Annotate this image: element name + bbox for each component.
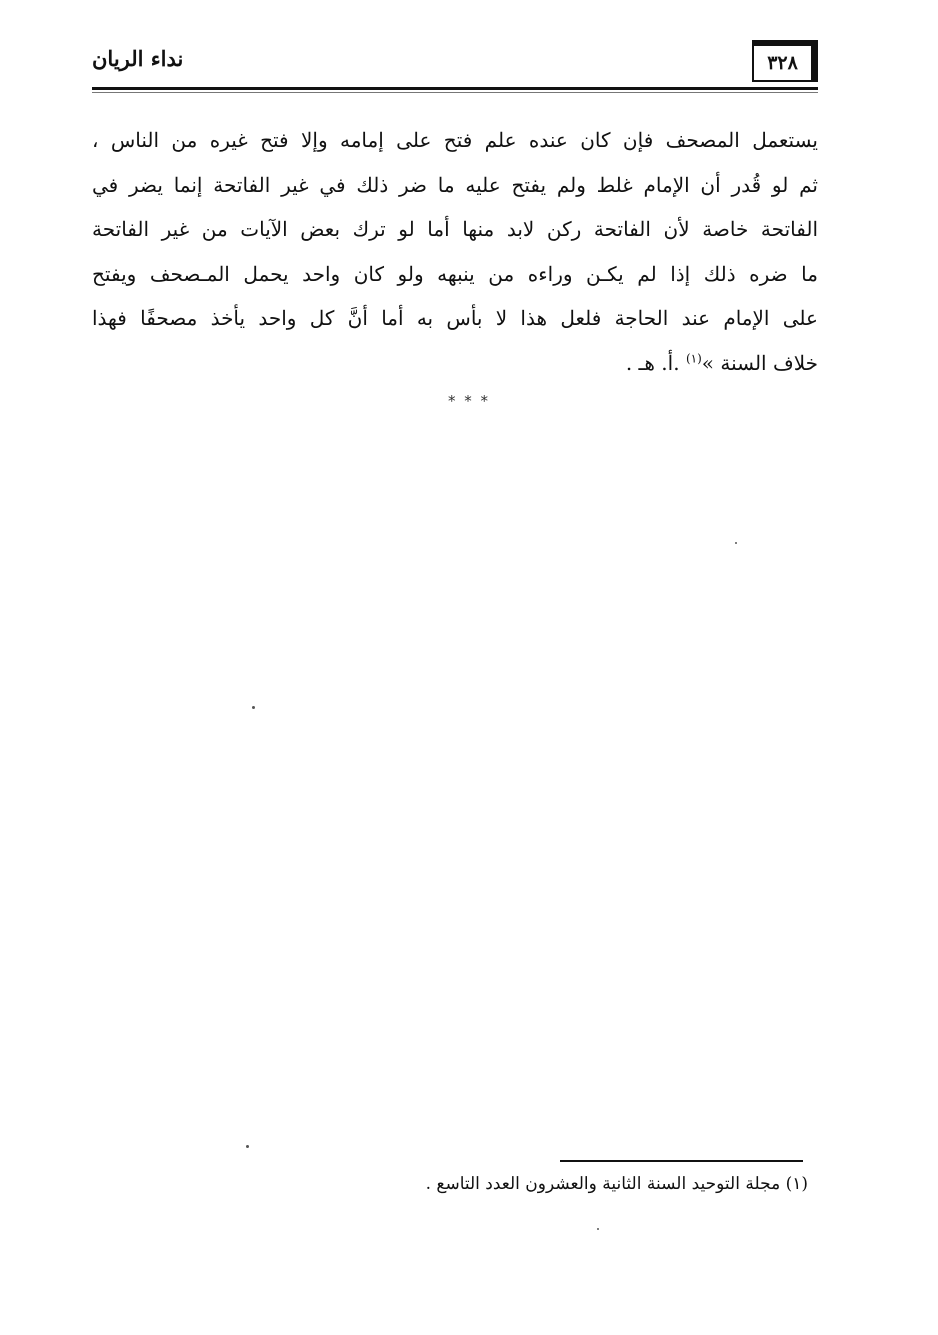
scan-speck (735, 542, 737, 544)
scan-speck (597, 1228, 599, 1230)
footnote: (١) مجلة التوحيد السنة الثانية والعشرون العدد التاسع . (425, 1174, 808, 1194)
body-line: ما ضره ذلك إذا لم يكـن وراءه من ينبهه ولو كان واحد يحمل المـصحف ويفتح (92, 261, 818, 286)
page-number: ٣٢٨ (752, 40, 818, 82)
body-line: ثم لو قُدر أن الإمام غلط ولم يفتح عليه ما ضر ذلك في غير الفاتحة إنما يضر في (92, 172, 818, 197)
body-line: الفاتحة خاصة لأن الفاتحة ركن لابد منها أما لو ترك بعض الآيات من غير الفاتحة (92, 217, 818, 241)
scan-speck (246, 1145, 249, 1148)
body-line: على الإمام عند الحاجة فلعل هذا لا بأس به أما أنَّ كل واحد يأخذ مصحفًا فهذا (92, 306, 818, 330)
last-line-text: خلاف السنة » (701, 350, 818, 375)
header-rule-thin (92, 92, 818, 93)
body-text (92, 118, 818, 385)
body-line: يستعمل المصحف فإن كان عنده علم فتح على إمامه وإلا فتح غيره من الناس ، (92, 128, 818, 152)
section-separator: * * * (447, 392, 491, 410)
last-line-end: .أ. هـ . (625, 350, 686, 375)
header-rule (92, 87, 818, 90)
body-line-last (92, 341, 818, 386)
footnote-rule (560, 1160, 803, 1162)
footnote-reference: (١) (685, 350, 702, 365)
running-title: نداء الريان (92, 46, 184, 71)
scan-speck (252, 706, 255, 709)
page-header (92, 40, 818, 92)
